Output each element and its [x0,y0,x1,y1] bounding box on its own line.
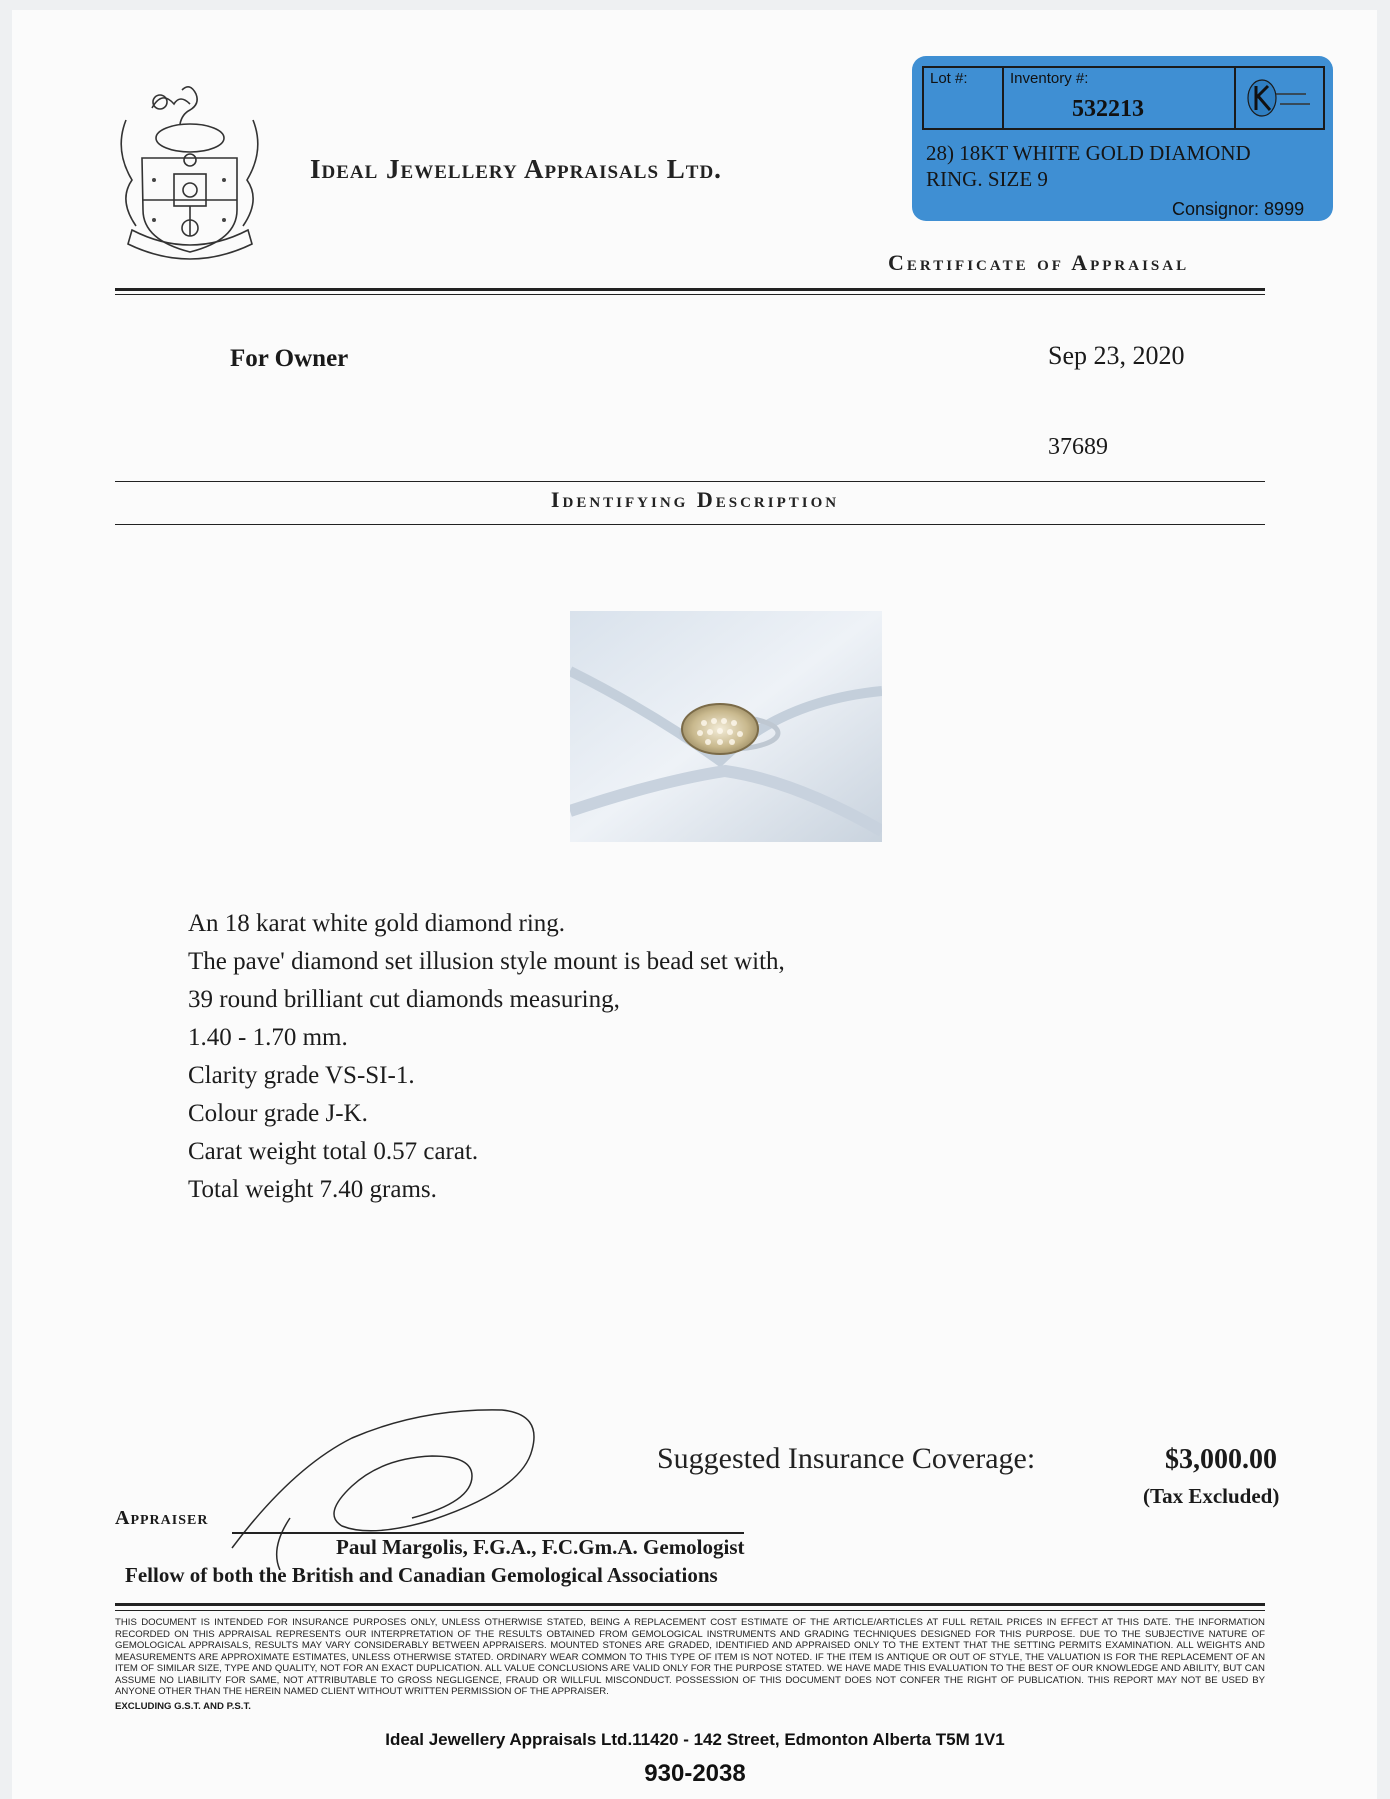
item-description [188,905,785,1209]
company-phone: 930-2038 [644,1760,746,1787]
client-name: For Owner [230,345,349,372]
section-title: Identifying Description [550,487,840,512]
inventory-cell [1004,68,1236,128]
description-line: The pave' diamond set illusion style mount is bead set with, [188,948,785,975]
divider-rule [115,481,1265,482]
auction-logo-cell [1236,68,1325,128]
insurance-coverage-label: Suggested Insurance Coverage: [657,1442,1036,1475]
company-address: Ideal Jewellery Appraisals Ltd.11420 - 142 Street, Edmonton Alberta T5M 1V1 [385,1730,1005,1749]
description-line: Carat weight total 0.57 carat. [188,1138,479,1165]
appraiser-label: Appraiser [115,1507,209,1529]
inventory-number: 532213 [1072,96,1144,122]
tag-description [926,140,1251,192]
auction-logo-icon [1244,74,1316,122]
ring-photo [570,611,882,842]
tax-exclusion-note: EXCLUDING G.S.T. AND P.S.T. [115,1701,251,1712]
lot-label: Lot #: [930,70,968,87]
insurance-coverage-value: $3,000.00 [1165,1444,1277,1475]
tag-description-line: RING. SIZE 9 [926,167,1048,191]
divider-rule [115,1603,1265,1606]
divider-rule [115,294,1265,295]
coat-of-arms-crest [112,80,267,265]
appraiser-name: Paul Margolis, F.G.A., F.C.Gm.A. Gemologist [336,1535,745,1559]
description-line: 39 round brilliant cut diamonds measuring, [188,986,620,1013]
legal-disclaimer: THIS DOCUMENT IS INTENDED FOR INSURANCE PURPOSES ONLY, UNLESS OTHERWISE STATED, BEING A REPLACEMENT COST ESTIMATE OF THE ARTICLE/ARTICLES AT FULL RETAIL PRICES IN EFFECT AT THIS DATE. THE INFORMATION RECORDED ON THIS APPRAISAL REPRESENTS OUR INTERPRETATION OF THE RESULTS OBTAINED FROM GEMOLOGICAL INSTRUMENTS AND GRADING TECHNIQUES DESIGNED FOR THIS PURPOSE. DUE TO THE SUBJECTIVE NATURE OF GEMOLOGICAL APPRAISALS, RESULTS MAY VARY CONSIDERABLY BETWEEN APPRAISERS. MOUNTED STONES ARE GRADED, IDENTIFIED AND APPRAISED ONLY TO THE EXTENT THAT THE SETTING PERMITS EXAMINATION. ALL WEIGHTS AND MEASUREMENTS ARE APPROXIMATE ESTIMATES, UNLESS OTHERWISE STATED. ORDINARY WEAR COMMON TO THIS TYPE OF ITEM IS NOT NOTED. IF THE ITEM IS ANTIQUE OR OUT OF STYLE, THE VALUATION IS FOR THE REPLACEMENT OF AN ITEM OF SIMILAR SIZE, TYPE AND QUALITY, NOT FOR AN EXACT DUPLICATION. ALL VALUE CONCLUSIONS ARE VALID ONLY FOR THE PURPOSE STATED. WE HAVE MADE THIS EVALUATION TO THE BEST OF OUR KNOWLEDGE AND ABILITY, BUT CAN ASSUME NO LIABILITY FOR SAME, NOT ATTRIBUTABLE TO GROSS NEGLIGENCE, FRAUD OR WILLFUL MISCONDUCT. POSSESSION OF THIS DOCUMENT DOES NOT CONFER THE RIGHT OF PUBLICATION. THIS REPORT MAY NOT BE USED BY ANYONE OTHER THAN THE HEREIN NAMED CLIENT WITHOUT WRITTEN PERMISSION OF THE APPRAISER. [115,1617,1265,1697]
description-line: Colour grade J-K. [188,1100,368,1127]
signature-line [232,1532,744,1534]
description-line: 1.40 - 1.70 mm. [188,1024,348,1051]
divider-rule [115,524,1265,525]
appraiser-credentials: Fellow of both the British and Canadian Gemological Associations [125,1563,718,1587]
divider-rule [115,1610,1265,1611]
description-line: Clarity grade VS-SI-1. [188,1062,415,1089]
tax-note: (Tax Excluded) [1143,1484,1280,1508]
divider-rule [115,288,1265,291]
tag-header-table [922,66,1325,130]
consignor-number: Consignor: 8999 [1172,199,1305,219]
lot-cell [924,68,1004,128]
company-name: Ideal Jewellery Appraisals Ltd. [310,154,722,184]
certificate-number: 37689 [1048,434,1108,460]
tag-description-line: 28) 18KT WHITE GOLD DIAMOND [926,141,1251,165]
inventory-tag [912,56,1333,221]
inventory-label: Inventory #: [1010,70,1089,87]
certificate-title: Certificate of Appraisal [888,250,1190,275]
appraisal-date: Sep 23, 2020 [1048,341,1185,370]
description-line: Total weight 7.40 grams. [188,1176,437,1203]
description-line: An 18 karat white gold diamond ring. [188,910,566,937]
